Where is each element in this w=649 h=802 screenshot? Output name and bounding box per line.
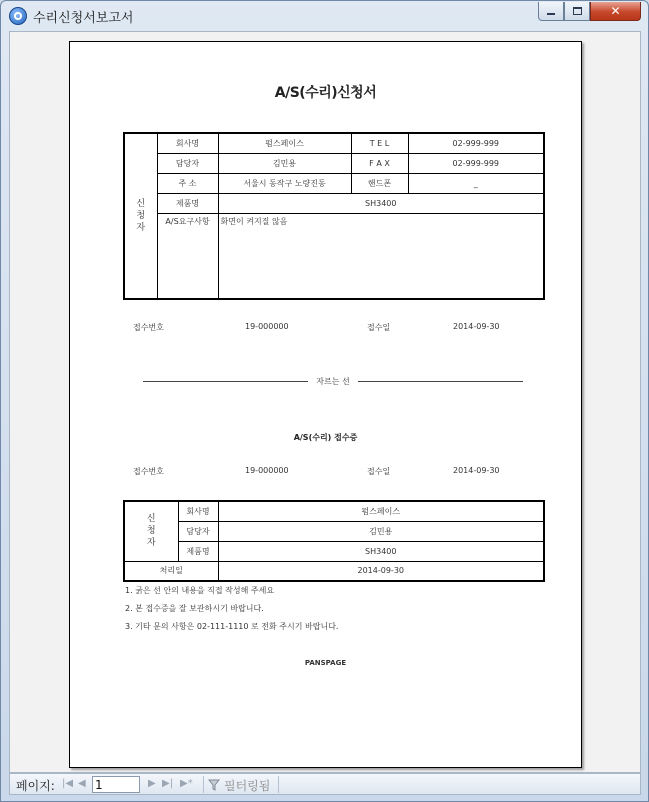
address-label: 주 소 <box>157 173 218 193</box>
fax-label: F A X <box>351 153 408 173</box>
first-page-button[interactable]: |◀ <box>62 778 74 789</box>
mobile-label: 핸드폰 <box>351 173 408 193</box>
manager-label: 담당자 <box>157 153 218 173</box>
receipt2-no-value: 19-000000 <box>245 466 289 475</box>
document-title: A/S(수리)신청서 <box>274 85 377 101</box>
app-icon <box>9 7 27 25</box>
company-label: 회사명 <box>157 133 218 153</box>
mobile-value: _ <box>408 173 544 193</box>
receipt-date-label: 접수일 <box>367 323 391 332</box>
receipt-applicant-label: 신 청 자 <box>124 501 178 561</box>
report-page <box>69 41 582 768</box>
title-bar[interactable] <box>1 1 648 31</box>
receipt-manager-value: 김민용 <box>218 521 544 541</box>
brand-footer: PANSPAGE <box>304 659 347 667</box>
receipt-manager-label: 담당자 <box>178 521 218 541</box>
address-value: 서울시 동작구 노량진동 <box>218 173 351 193</box>
report-viewer[interactable] <box>9 31 641 773</box>
request-label: A/S요구사항 <box>157 213 218 299</box>
receipt-info-row <box>123 322 543 334</box>
new-record-button[interactable]: ▶* <box>180 778 193 789</box>
cut-line <box>143 375 523 387</box>
note-item: 1. 굵은 선 안의 내용을 직접 작성해 주세요 <box>125 586 275 595</box>
page-label: 페이지: <box>16 779 55 793</box>
applicant-label: 신 청 자 <box>124 133 157 299</box>
receipt-no-label: 접수번호 <box>133 323 164 332</box>
minimize-button[interactable] <box>538 2 564 21</box>
receipt-company-label: 회사명 <box>178 501 218 521</box>
previous-page-button[interactable]: ◀ <box>78 778 86 789</box>
receipt-title: A/S(수리) 접수증 <box>293 433 358 442</box>
receipt-product-value: SH3400 <box>218 541 544 561</box>
receipt-company-value: 펌스페이스 <box>218 501 544 521</box>
filter-icon <box>208 779 220 794</box>
receipt2-info-row <box>123 466 543 478</box>
receipt-no-value: 19-000000 <box>245 322 289 331</box>
process-date-label: 처리일 <box>124 561 218 581</box>
note-item: 3. 기타 문의 사항은 02-111-1110 로 전화 주시기 바랍니다. <box>125 622 339 631</box>
record-navigation-bar <box>9 773 641 795</box>
receipt-date-value: 2014-09-30 <box>453 322 500 331</box>
manager-value: 김민용 <box>218 153 351 173</box>
next-page-button[interactable]: ▶ <box>148 778 156 789</box>
notes-list <box>125 585 338 639</box>
receipt-product-label: 제품명 <box>178 541 218 561</box>
process-date-value: 2014-09-30 <box>218 561 544 581</box>
separator <box>278 776 279 793</box>
tel-value: 02-999-999 <box>408 133 544 153</box>
tel-label: T E L <box>351 133 408 153</box>
maximize-icon <box>573 7 582 15</box>
last-page-button[interactable]: ▶| <box>162 778 174 789</box>
window-title: 수리신청서보고서 <box>33 11 134 26</box>
company-value: 펌스페이스 <box>218 133 351 153</box>
note-item: 2. 본 접수증을 잘 보관하시기 바랍니다. <box>125 604 264 613</box>
receipt2-date-label: 접수일 <box>367 467 391 476</box>
receipt2-date-value: 2014-09-30 <box>453 466 500 475</box>
product-value: SH3400 <box>218 193 544 213</box>
page-number-input[interactable] <box>92 776 140 793</box>
receipt-table <box>123 500 545 582</box>
filter-toggle[interactable]: 필터링됨 <box>224 779 271 793</box>
request-value: 화면이 켜지질 않음 <box>218 213 544 299</box>
separator <box>203 776 204 793</box>
fax-value: 02-999-999 <box>408 153 544 173</box>
product-label: 제품명 <box>157 193 218 213</box>
application-table <box>123 132 545 300</box>
receipt2-no-label: 접수번호 <box>133 467 164 476</box>
minimize-icon <box>547 13 555 15</box>
cut-line-label: 자르는 선 <box>316 376 350 386</box>
close-button[interactable]: ✕ <box>590 2 641 21</box>
maximize-button[interactable] <box>564 2 590 21</box>
cut-line-right <box>358 381 523 382</box>
cut-line-left <box>143 381 308 382</box>
